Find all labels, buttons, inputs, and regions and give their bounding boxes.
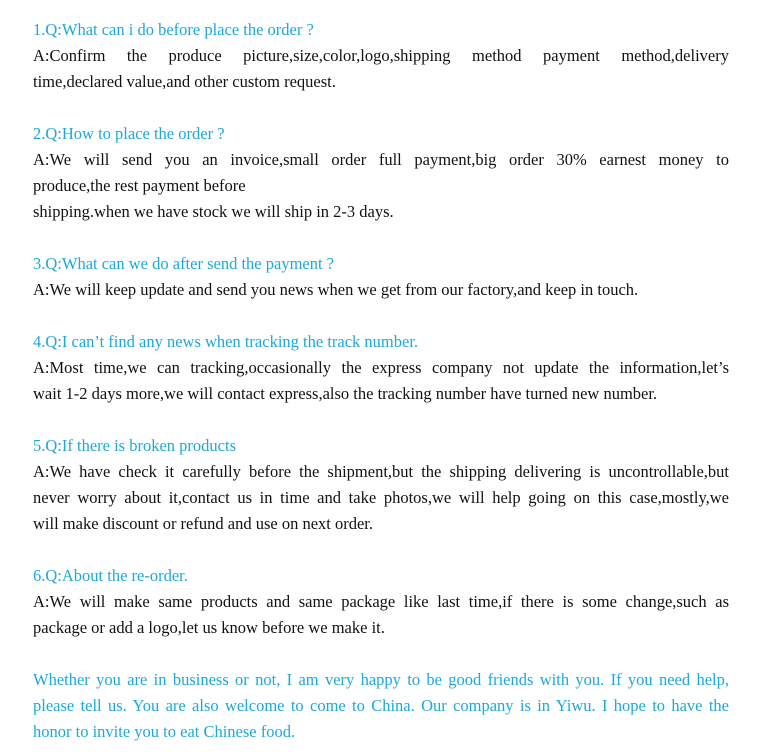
faq-answer-line: will make discount or refund and use on next order.: [33, 514, 373, 533]
faq-answer-line: wait 1-2 days more,we will contact express,also the tracking number have turned new number.: [33, 384, 658, 403]
faq-item: [33, 251, 729, 303]
faq-answer-line: shipping.when we have stock we will ship in 2-3 days.: [33, 202, 394, 221]
faq-answer-line: A:Confirm the produce picture,size,color,logo,shipping method payment method,delivery: [33, 46, 729, 65]
spacer: [33, 303, 729, 329]
faq-question: 4.Q:I can’t find any news when tracking the track number.: [33, 332, 419, 351]
faq-item: [33, 121, 729, 225]
faq-document: [33, 17, 729, 745]
closing-note: [33, 667, 729, 745]
spacer: [33, 641, 729, 667]
faq-answer-line: A:We have check it carefully before the shipment,but the shipping delivering is uncontrollable,but: [33, 462, 729, 481]
faq-answer-line: time,declared value,and other custom request.: [33, 72, 336, 91]
faq-item: [33, 433, 729, 537]
faq-answer-line: A:We will keep update and send you news when we get from our factory,and keep in touch.: [33, 280, 639, 299]
faq-question: 6.Q:About the re-order.: [33, 566, 188, 585]
faq-answer-line: A:We will make same products and same package like last time,if there is some change,such as: [33, 592, 729, 611]
spacer: [33, 537, 729, 563]
faq-answer-line: produce,the rest payment before: [33, 176, 246, 195]
spacer: [33, 407, 729, 433]
closing-note-line: please tell us. You are also welcome to come to China. Our company is in Yiwu. I hope to have the: [33, 696, 729, 715]
faq-answer-line: package or add a logo,let us know before we make it.: [33, 618, 385, 637]
faq-item: [33, 563, 729, 641]
faq-answer-line: A:Most time,we can tracking,occasionally the express company not update the information,let’s: [33, 358, 729, 377]
faq-question: 5.Q:If there is broken products: [33, 436, 236, 455]
closing-note-line: honor to invite you to eat Chinese food.: [33, 722, 296, 741]
faq-question: 3.Q:What can we do after send the payment ?: [33, 254, 335, 273]
spacer: [33, 95, 729, 121]
faq-item: [33, 17, 729, 95]
faq-item: [33, 329, 729, 407]
faq-question: 1.Q:What can i do before place the order ?: [33, 20, 314, 39]
faq-question: 2.Q:How to place the order ?: [33, 124, 225, 143]
spacer: [33, 225, 729, 251]
faq-answer-line: A:We will send you an invoice,small order full payment,big order 30% earnest money to: [33, 150, 729, 169]
closing-note-line: Whether you are in business or not, I am very happy to be good friends with you. If you need help,: [33, 670, 729, 689]
faq-answer-line: never worry about it,contact us in time and take photos,we will help going on this case,mostly,we: [33, 488, 729, 507]
